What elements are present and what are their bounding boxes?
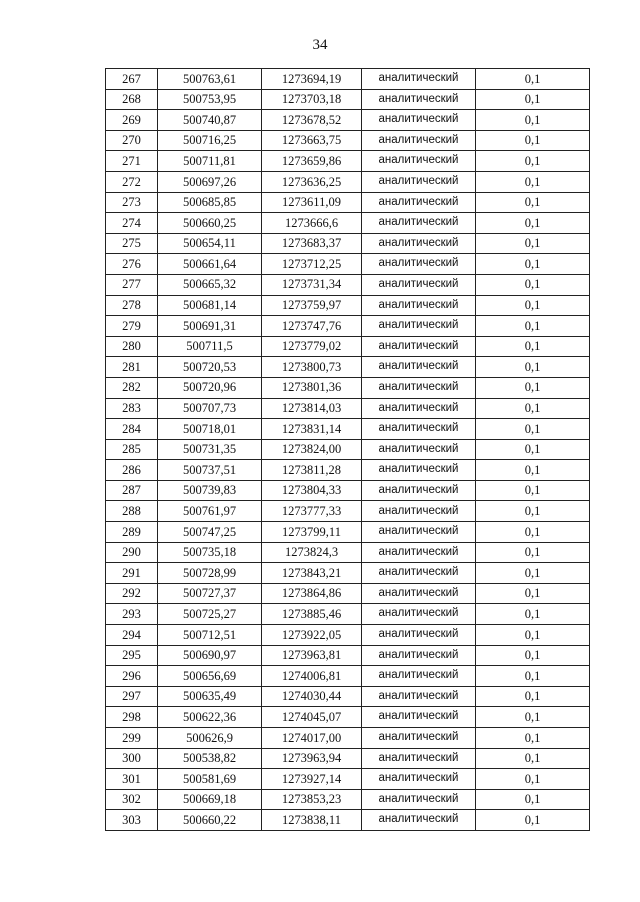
table-row: [106, 501, 590, 522]
accuracy-cell: 0,1: [476, 604, 590, 625]
table-row: [106, 316, 590, 337]
y-coordinate-cell: 1274030,44: [262, 686, 362, 707]
point-number-cell: 267: [106, 69, 158, 90]
y-coordinate-cell: 1274045,07: [262, 707, 362, 728]
table-row: [106, 398, 590, 419]
table-row: [106, 254, 590, 275]
accuracy-cell: 0,1: [476, 439, 590, 460]
table-row: [106, 728, 590, 749]
table-row: [106, 192, 590, 213]
method-cell: аналитический: [362, 542, 476, 563]
point-number-cell: 278: [106, 295, 158, 316]
method-cell: аналитический: [362, 357, 476, 378]
accuracy-cell: 0,1: [476, 274, 590, 295]
y-coordinate-cell: 1273885,46: [262, 604, 362, 625]
y-coordinate-cell: 1273963,81: [262, 645, 362, 666]
y-coordinate-cell: 1273666,6: [262, 213, 362, 234]
x-coordinate-cell: 500720,96: [158, 377, 262, 398]
x-coordinate-cell: 500661,64: [158, 254, 262, 275]
coordinates-table: [105, 68, 590, 831]
y-coordinate-cell: 1273824,00: [262, 439, 362, 460]
accuracy-cell: 0,1: [476, 69, 590, 90]
method-cell: аналитический: [362, 625, 476, 646]
point-number-cell: 290: [106, 542, 158, 563]
x-coordinate-cell: 500690,97: [158, 645, 262, 666]
x-coordinate-cell: 500711,5: [158, 336, 262, 357]
y-coordinate-cell: 1273659,86: [262, 151, 362, 172]
point-number-cell: 271: [106, 151, 158, 172]
method-cell: аналитический: [362, 171, 476, 192]
table-row: [106, 295, 590, 316]
x-coordinate-cell: 500740,87: [158, 110, 262, 131]
table-row: [106, 274, 590, 295]
y-coordinate-cell: 1273779,02: [262, 336, 362, 357]
table-row: [106, 604, 590, 625]
point-number-cell: 268: [106, 89, 158, 110]
method-cell: аналитический: [362, 789, 476, 810]
coordinates-table-body: [106, 69, 590, 831]
table-row: [106, 151, 590, 172]
point-number-cell: 274: [106, 213, 158, 234]
x-coordinate-cell: 500725,27: [158, 604, 262, 625]
accuracy-cell: 0,1: [476, 728, 590, 749]
y-coordinate-cell: 1273694,19: [262, 69, 362, 90]
x-coordinate-cell: 500622,36: [158, 707, 262, 728]
x-coordinate-cell: 500697,26: [158, 171, 262, 192]
point-number-cell: 284: [106, 419, 158, 440]
table-row: [106, 419, 590, 440]
table-row: [106, 69, 590, 90]
table-row: [106, 460, 590, 481]
x-coordinate-cell: 500712,51: [158, 625, 262, 646]
method-cell: аналитический: [362, 274, 476, 295]
y-coordinate-cell: 1274017,00: [262, 728, 362, 749]
method-cell: аналитический: [362, 130, 476, 151]
x-coordinate-cell: 500761,97: [158, 501, 262, 522]
point-number-cell: 285: [106, 439, 158, 460]
x-coordinate-cell: 500681,14: [158, 295, 262, 316]
method-cell: аналитический: [362, 501, 476, 522]
point-number-cell: 288: [106, 501, 158, 522]
x-coordinate-cell: 500581,69: [158, 769, 262, 790]
x-coordinate-cell: 500538,82: [158, 748, 262, 769]
point-number-cell: 291: [106, 563, 158, 584]
x-coordinate-cell: 500656,69: [158, 666, 262, 687]
y-coordinate-cell: 1273611,09: [262, 192, 362, 213]
point-number-cell: 300: [106, 748, 158, 769]
table-row: [106, 89, 590, 110]
accuracy-cell: 0,1: [476, 233, 590, 254]
x-coordinate-cell: 500718,01: [158, 419, 262, 440]
x-coordinate-cell: 500665,32: [158, 274, 262, 295]
method-cell: аналитический: [362, 460, 476, 481]
accuracy-cell: 0,1: [476, 254, 590, 275]
point-number-cell: 276: [106, 254, 158, 275]
y-coordinate-cell: 1273731,34: [262, 274, 362, 295]
method-cell: аналитический: [362, 89, 476, 110]
table-row: [106, 439, 590, 460]
method-cell: аналитический: [362, 254, 476, 275]
table-row: [106, 707, 590, 728]
y-coordinate-cell: 1273801,36: [262, 377, 362, 398]
accuracy-cell: 0,1: [476, 480, 590, 501]
x-coordinate-cell: 500691,31: [158, 316, 262, 337]
x-coordinate-cell: 500728,99: [158, 563, 262, 584]
table-row: [106, 377, 590, 398]
point-number-cell: 289: [106, 522, 158, 543]
x-coordinate-cell: 500660,25: [158, 213, 262, 234]
accuracy-cell: 0,1: [476, 666, 590, 687]
y-coordinate-cell: 1273800,73: [262, 357, 362, 378]
y-coordinate-cell: 1273759,97: [262, 295, 362, 316]
method-cell: аналитический: [362, 707, 476, 728]
accuracy-cell: 0,1: [476, 522, 590, 543]
table-row: [106, 625, 590, 646]
method-cell: аналитический: [362, 151, 476, 172]
y-coordinate-cell: 1273922,05: [262, 625, 362, 646]
table-row: [106, 645, 590, 666]
point-number-cell: 283: [106, 398, 158, 419]
point-number-cell: 269: [106, 110, 158, 131]
x-coordinate-cell: 500720,53: [158, 357, 262, 378]
table-row: [106, 686, 590, 707]
method-cell: аналитический: [362, 810, 476, 831]
x-coordinate-cell: 500685,85: [158, 192, 262, 213]
method-cell: аналитический: [362, 728, 476, 749]
page-number: 34: [312, 37, 328, 53]
table-row: [106, 130, 590, 151]
x-coordinate-cell: 500654,11: [158, 233, 262, 254]
accuracy-cell: 0,1: [476, 316, 590, 337]
method-cell: аналитический: [362, 110, 476, 131]
y-coordinate-cell: 1273811,28: [262, 460, 362, 481]
accuracy-cell: 0,1: [476, 686, 590, 707]
method-cell: аналитический: [362, 233, 476, 254]
y-coordinate-cell: 1273843,21: [262, 563, 362, 584]
accuracy-cell: 0,1: [476, 295, 590, 316]
x-coordinate-cell: 500735,18: [158, 542, 262, 563]
accuracy-cell: 0,1: [476, 625, 590, 646]
table-row: [106, 233, 590, 254]
point-number-cell: 292: [106, 583, 158, 604]
x-coordinate-cell: 500747,25: [158, 522, 262, 543]
point-number-cell: 297: [106, 686, 158, 707]
y-coordinate-cell: 1273636,25: [262, 171, 362, 192]
method-cell: аналитический: [362, 419, 476, 440]
y-coordinate-cell: 1273963,94: [262, 748, 362, 769]
y-coordinate-cell: 1273683,37: [262, 233, 362, 254]
y-coordinate-cell: 1273678,52: [262, 110, 362, 131]
method-cell: аналитический: [362, 336, 476, 357]
point-number-cell: 298: [106, 707, 158, 728]
x-coordinate-cell: 500763,61: [158, 69, 262, 90]
point-number-cell: 280: [106, 336, 158, 357]
table-row: [106, 110, 590, 131]
accuracy-cell: 0,1: [476, 151, 590, 172]
method-cell: аналитический: [362, 686, 476, 707]
accuracy-cell: 0,1: [476, 769, 590, 790]
y-coordinate-cell: 1273853,23: [262, 789, 362, 810]
y-coordinate-cell: 1273927,14: [262, 769, 362, 790]
accuracy-cell: 0,1: [476, 707, 590, 728]
x-coordinate-cell: 500737,51: [158, 460, 262, 481]
table-row: [106, 480, 590, 501]
x-coordinate-cell: 500711,81: [158, 151, 262, 172]
method-cell: аналитический: [362, 748, 476, 769]
accuracy-cell: 0,1: [476, 377, 590, 398]
point-number-cell: 275: [106, 233, 158, 254]
accuracy-cell: 0,1: [476, 171, 590, 192]
method-cell: аналитический: [362, 398, 476, 419]
accuracy-cell: 0,1: [476, 501, 590, 522]
y-coordinate-cell: 1273712,25: [262, 254, 362, 275]
point-number-cell: 302: [106, 789, 158, 810]
x-coordinate-cell: 500707,73: [158, 398, 262, 419]
point-number-cell: 287: [106, 480, 158, 501]
accuracy-cell: 0,1: [476, 789, 590, 810]
point-number-cell: 294: [106, 625, 158, 646]
accuracy-cell: 0,1: [476, 357, 590, 378]
point-number-cell: 270: [106, 130, 158, 151]
accuracy-cell: 0,1: [476, 336, 590, 357]
accuracy-cell: 0,1: [476, 89, 590, 110]
method-cell: аналитический: [362, 522, 476, 543]
method-cell: аналитический: [362, 213, 476, 234]
method-cell: аналитический: [362, 563, 476, 584]
table-row: [106, 810, 590, 831]
accuracy-cell: 0,1: [476, 110, 590, 131]
accuracy-cell: 0,1: [476, 213, 590, 234]
accuracy-cell: 0,1: [476, 398, 590, 419]
table-row: [106, 563, 590, 584]
y-coordinate-cell: 1273814,03: [262, 398, 362, 419]
y-coordinate-cell: 1273703,18: [262, 89, 362, 110]
point-number-cell: 281: [106, 357, 158, 378]
x-coordinate-cell: 500739,83: [158, 480, 262, 501]
x-coordinate-cell: 500731,35: [158, 439, 262, 460]
point-number-cell: 273: [106, 192, 158, 213]
method-cell: аналитический: [362, 439, 476, 460]
method-cell: аналитический: [362, 645, 476, 666]
accuracy-cell: 0,1: [476, 563, 590, 584]
point-number-cell: 293: [106, 604, 158, 625]
method-cell: аналитический: [362, 316, 476, 337]
table-row: [106, 522, 590, 543]
table-row: [106, 336, 590, 357]
table-row: [106, 542, 590, 563]
y-coordinate-cell: 1273838,11: [262, 810, 362, 831]
accuracy-cell: 0,1: [476, 645, 590, 666]
table-row: [106, 583, 590, 604]
table-row: [106, 748, 590, 769]
x-coordinate-cell: 500660,22: [158, 810, 262, 831]
method-cell: аналитический: [362, 666, 476, 687]
method-cell: аналитический: [362, 377, 476, 398]
point-number-cell: 282: [106, 377, 158, 398]
accuracy-cell: 0,1: [476, 542, 590, 563]
method-cell: аналитический: [362, 69, 476, 90]
accuracy-cell: 0,1: [476, 460, 590, 481]
method-cell: аналитический: [362, 769, 476, 790]
table-row: [106, 171, 590, 192]
y-coordinate-cell: 1273747,76: [262, 316, 362, 337]
x-coordinate-cell: 500626,9: [158, 728, 262, 749]
point-number-cell: 299: [106, 728, 158, 749]
x-coordinate-cell: 500753,95: [158, 89, 262, 110]
accuracy-cell: 0,1: [476, 583, 590, 604]
point-number-cell: 272: [106, 171, 158, 192]
point-number-cell: 295: [106, 645, 158, 666]
x-coordinate-cell: 500669,18: [158, 789, 262, 810]
table-row: [106, 357, 590, 378]
y-coordinate-cell: 1273804,33: [262, 480, 362, 501]
point-number-cell: 277: [106, 274, 158, 295]
table-row: [106, 769, 590, 790]
y-coordinate-cell: 1273824,3: [262, 542, 362, 563]
accuracy-cell: 0,1: [476, 419, 590, 440]
x-coordinate-cell: 500727,37: [158, 583, 262, 604]
point-number-cell: 301: [106, 769, 158, 790]
table-row: [106, 666, 590, 687]
method-cell: аналитический: [362, 480, 476, 501]
method-cell: аналитический: [362, 295, 476, 316]
method-cell: аналитический: [362, 192, 476, 213]
y-coordinate-cell: 1273799,11: [262, 522, 362, 543]
point-number-cell: 286: [106, 460, 158, 481]
y-coordinate-cell: 1273831,14: [262, 419, 362, 440]
x-coordinate-cell: 500716,25: [158, 130, 262, 151]
accuracy-cell: 0,1: [476, 810, 590, 831]
y-coordinate-cell: 1273864,86: [262, 583, 362, 604]
accuracy-cell: 0,1: [476, 748, 590, 769]
table-row: [106, 213, 590, 234]
y-coordinate-cell: 1274006,81: [262, 666, 362, 687]
method-cell: аналитический: [362, 583, 476, 604]
table-row: [106, 789, 590, 810]
point-number-cell: 279: [106, 316, 158, 337]
accuracy-cell: 0,1: [476, 130, 590, 151]
method-cell: аналитический: [362, 604, 476, 625]
y-coordinate-cell: 1273663,75: [262, 130, 362, 151]
point-number-cell: 296: [106, 666, 158, 687]
y-coordinate-cell: 1273777,33: [262, 501, 362, 522]
x-coordinate-cell: 500635,49: [158, 686, 262, 707]
point-number-cell: 303: [106, 810, 158, 831]
accuracy-cell: 0,1: [476, 192, 590, 213]
